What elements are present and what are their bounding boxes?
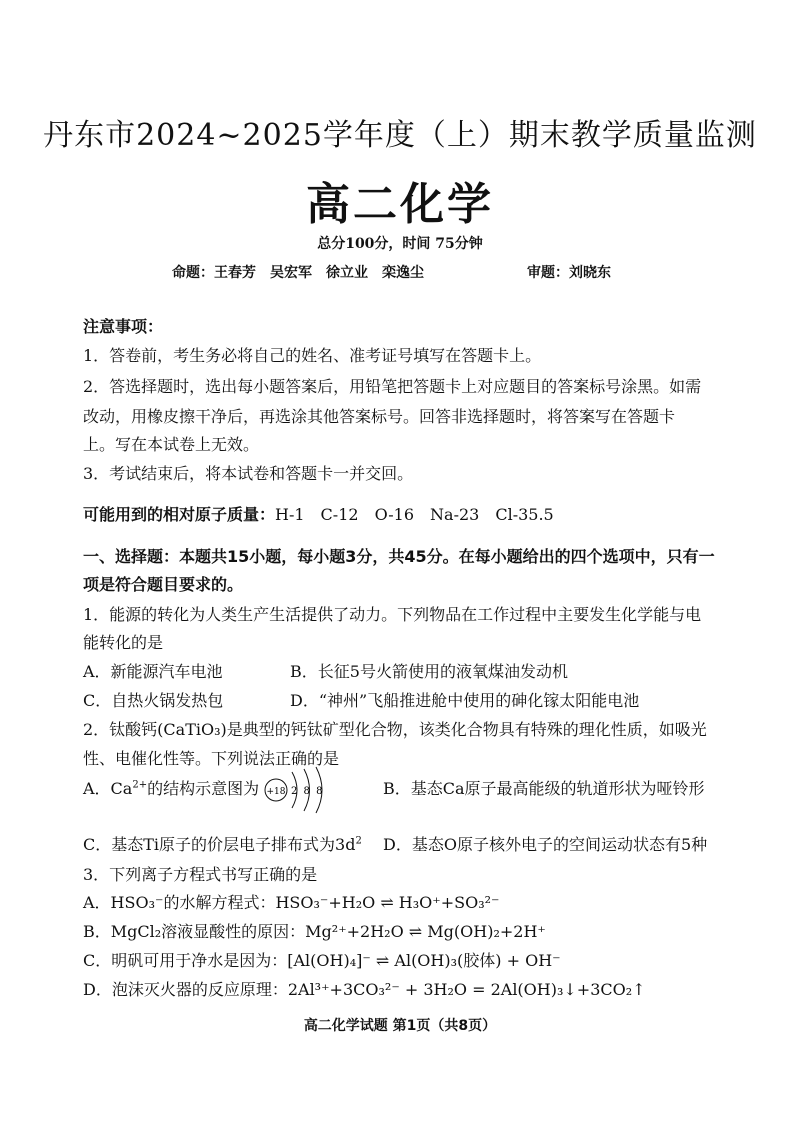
section-heading: 一、选择题：本题共15小题，每小题3分，共45分。在每小题给出的四个选项中，只有一 bbox=[83, 547, 715, 566]
score-time: 总分100分，时间 75分钟 bbox=[317, 236, 483, 252]
exam-title: 丹东市2024~2025学年度（上）期末教学质量监测 bbox=[43, 118, 757, 153]
q2-option-d: D．基态O原子核外电子的空间运动状态有5种 bbox=[383, 835, 708, 854]
shell-electrons: 2 8 8 bbox=[291, 786, 323, 797]
nucleus-charge: +18 bbox=[266, 787, 286, 797]
note-item: 1．答卷前，考生务必将自己的姓名、准考证号填写在答题卡上。 bbox=[83, 346, 542, 365]
q1-option-b: B．长征5号火箭使用的液氧煤油发动机 bbox=[290, 662, 568, 681]
q2-option-c: C．基态Ti原子的价层电子排布式为$3d^2$ bbox=[83, 835, 362, 854]
q2-option-a: A．$Ca^{2+}$的结构示意图为 bbox=[83, 779, 260, 798]
note-item: 3．考试结束后，将本试卷和答题卡一并交回。 bbox=[83, 464, 414, 483]
q2-option-b: B．基态Ca原子最高能级的轨道形状为哑铃形 bbox=[383, 779, 705, 798]
authors: 命题：王春芳 吴宏军 徐立业 栾逸尘 bbox=[172, 265, 424, 281]
q3-option-a: A．HSO₃⁻的水解方程式：HSO₃⁻+H₂O ⇌ H₃O⁺+SO₃²⁻ bbox=[83, 893, 500, 912]
subject-title: 高二化学 bbox=[306, 179, 494, 230]
note-item: 改动，用橡皮擦干净后，再选涂其他答案标号。回答非选择题时，将答案写在答题卡 bbox=[83, 407, 676, 426]
q1-option-d: D．“神州”飞船推进舱中使用的砷化镓太阳能电池 bbox=[290, 691, 640, 710]
q3-stem: 3．下列离子方程式书写正确的是 bbox=[83, 865, 318, 884]
reviewer: 审题：刘晓东 bbox=[527, 265, 611, 281]
atomic-mass-line bbox=[83, 502, 554, 525]
q2-stem: 2．钛酸钙(CaTiO₃)是典型的钙钛矿型化合物，该类化合物具有特殊的理化性质，如吸光 bbox=[83, 720, 707, 739]
q1-option-a: A．新能源汽车电池 bbox=[83, 662, 223, 681]
q2-stem-cont: 性、电催化性等。下列说法正确的是 bbox=[83, 749, 340, 768]
q1-stem-cont: 能转化的是 bbox=[83, 633, 164, 652]
section-heading-cont: 项是符合题目要求的。 bbox=[83, 575, 244, 594]
page-footer: 高二化学试题 第1页（共8页） bbox=[303, 1018, 497, 1034]
q1-option-c: C．自热火锅发热包 bbox=[83, 691, 224, 710]
q3-option-d: D．泡沫灭火器的反应原理：2Al³⁺+3CO₃²⁻ + 3H₂O = 2Al(OH)₃↓+3CO₂↑ bbox=[83, 980, 646, 999]
ca-ion-structure-diagram bbox=[262, 764, 330, 816]
q3-option-c: C．明矾可用于净水是因为：[Al(OH)₄]⁻ ⇌ Al(OH)₃(胶体) + OH⁻ bbox=[83, 951, 561, 970]
q1-stem: 1．能源的转化为人类生产生活提供了动力。下列物品在工作过程中主要发生化学能与电 bbox=[83, 605, 702, 624]
note-item: 上。写在本试卷上无效。 bbox=[83, 435, 260, 454]
q3-option-b: B．MgCl₂溶液显酸性的原因：Mg²⁺+2H₂O ⇌ Mg(OH)₂+2H⁺ bbox=[83, 922, 546, 941]
notes-heading: 注意事项： bbox=[83, 317, 164, 336]
atomic-mass-label: 可能用到的相对原子质量： bbox=[83, 505, 276, 524]
atomic-mass-values: H-1 C-12 O-16 Na-23 Cl-35.5 bbox=[275, 505, 554, 524]
note-item: 2．答选择题时，选出每小题答案后，用铅笔把答题卡上对应题目的答案标号涂黑。如需 bbox=[83, 377, 702, 396]
